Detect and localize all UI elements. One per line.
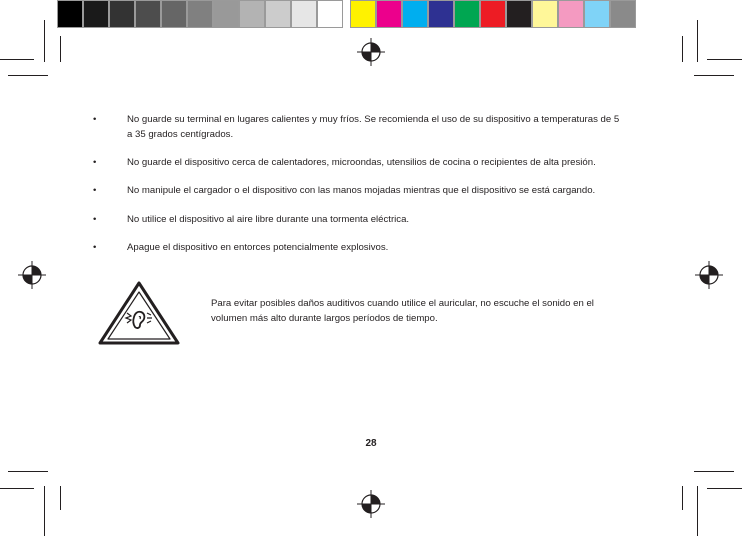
crop-mark: [44, 486, 45, 536]
color-swatch: [187, 0, 213, 28]
color-swatch-bar: [57, 0, 685, 30]
bullet-marker: •: [93, 185, 97, 196]
hearing-damage-warning-icon: [97, 280, 181, 346]
crop-mark: [0, 59, 34, 60]
color-swatch: [291, 0, 317, 28]
crop-mark: [682, 486, 683, 510]
color-swatch: [57, 0, 83, 28]
crop-mark: [0, 488, 34, 489]
color-swatch: [584, 0, 610, 28]
color-swatch: [506, 0, 532, 28]
color-swatch: [376, 0, 402, 28]
page-number: 28: [365, 438, 377, 449]
crop-mark: [60, 36, 61, 62]
color-swatch: [610, 0, 636, 28]
list-item-text: Apague el dispositivo en entorces potencialmente explosivos.: [127, 242, 389, 253]
crop-mark: [707, 59, 742, 60]
registration-mark-icon: [694, 260, 724, 290]
crop-mark: [694, 471, 734, 472]
color-swatch: [239, 0, 265, 28]
color-swatch: [83, 0, 109, 28]
crop-mark: [8, 471, 48, 472]
color-swatch: [558, 0, 584, 28]
crop-mark: [44, 20, 45, 62]
hearing-warning-text: Para evitar posibles daños auditivos cuando utilice el auricular, no escuche el sonido en el volumen más alto durante largos períodos de tiempo.: [211, 298, 594, 324]
crop-mark: [60, 486, 61, 510]
color-swatch: [161, 0, 187, 28]
crop-mark: [697, 486, 698, 536]
registration-mark-icon: [356, 489, 386, 519]
crop-mark: [8, 75, 48, 76]
color-swatch: [213, 0, 239, 28]
color-swatch: [317, 0, 343, 28]
color-swatch: [454, 0, 480, 28]
bullet-marker: •: [93, 242, 97, 253]
list-item-text: No guarde su terminal en lugares calientes y muy fríos. Se recomienda el uso de su dispositivo a temperaturas de 5 a 35 grados centígrados.: [127, 114, 620, 140]
bullet-marker: •: [93, 214, 97, 225]
color-swatch: [265, 0, 291, 28]
list-item-text: No manipule el cargador o el dispositivo con las manos mojadas mientras que el dispositivo se está cargando.: [127, 185, 596, 196]
color-swatch: [480, 0, 506, 28]
crop-mark: [697, 20, 698, 62]
color-swatch: [135, 0, 161, 28]
color-swatch: [532, 0, 558, 28]
registration-mark-icon: [17, 260, 47, 290]
bullet-marker: •: [93, 157, 97, 168]
crop-mark: [707, 488, 742, 489]
registration-mark-icon: [356, 37, 386, 67]
color-swatch: [428, 0, 454, 28]
crop-mark: [682, 36, 683, 62]
list-item-text: No guarde el dispositivo cerca de calentadores, microondas, utensilios de cocina o recipientes de alta presión.: [127, 157, 596, 168]
color-swatch: [350, 0, 376, 28]
color-swatch: [402, 0, 428, 28]
bullet-marker: •: [93, 114, 97, 125]
crop-mark: [694, 75, 734, 76]
list-item-text: No utilice el dispositivo al aire libre durante una tormenta eléctrica.: [127, 214, 410, 225]
color-swatch: [109, 0, 135, 28]
